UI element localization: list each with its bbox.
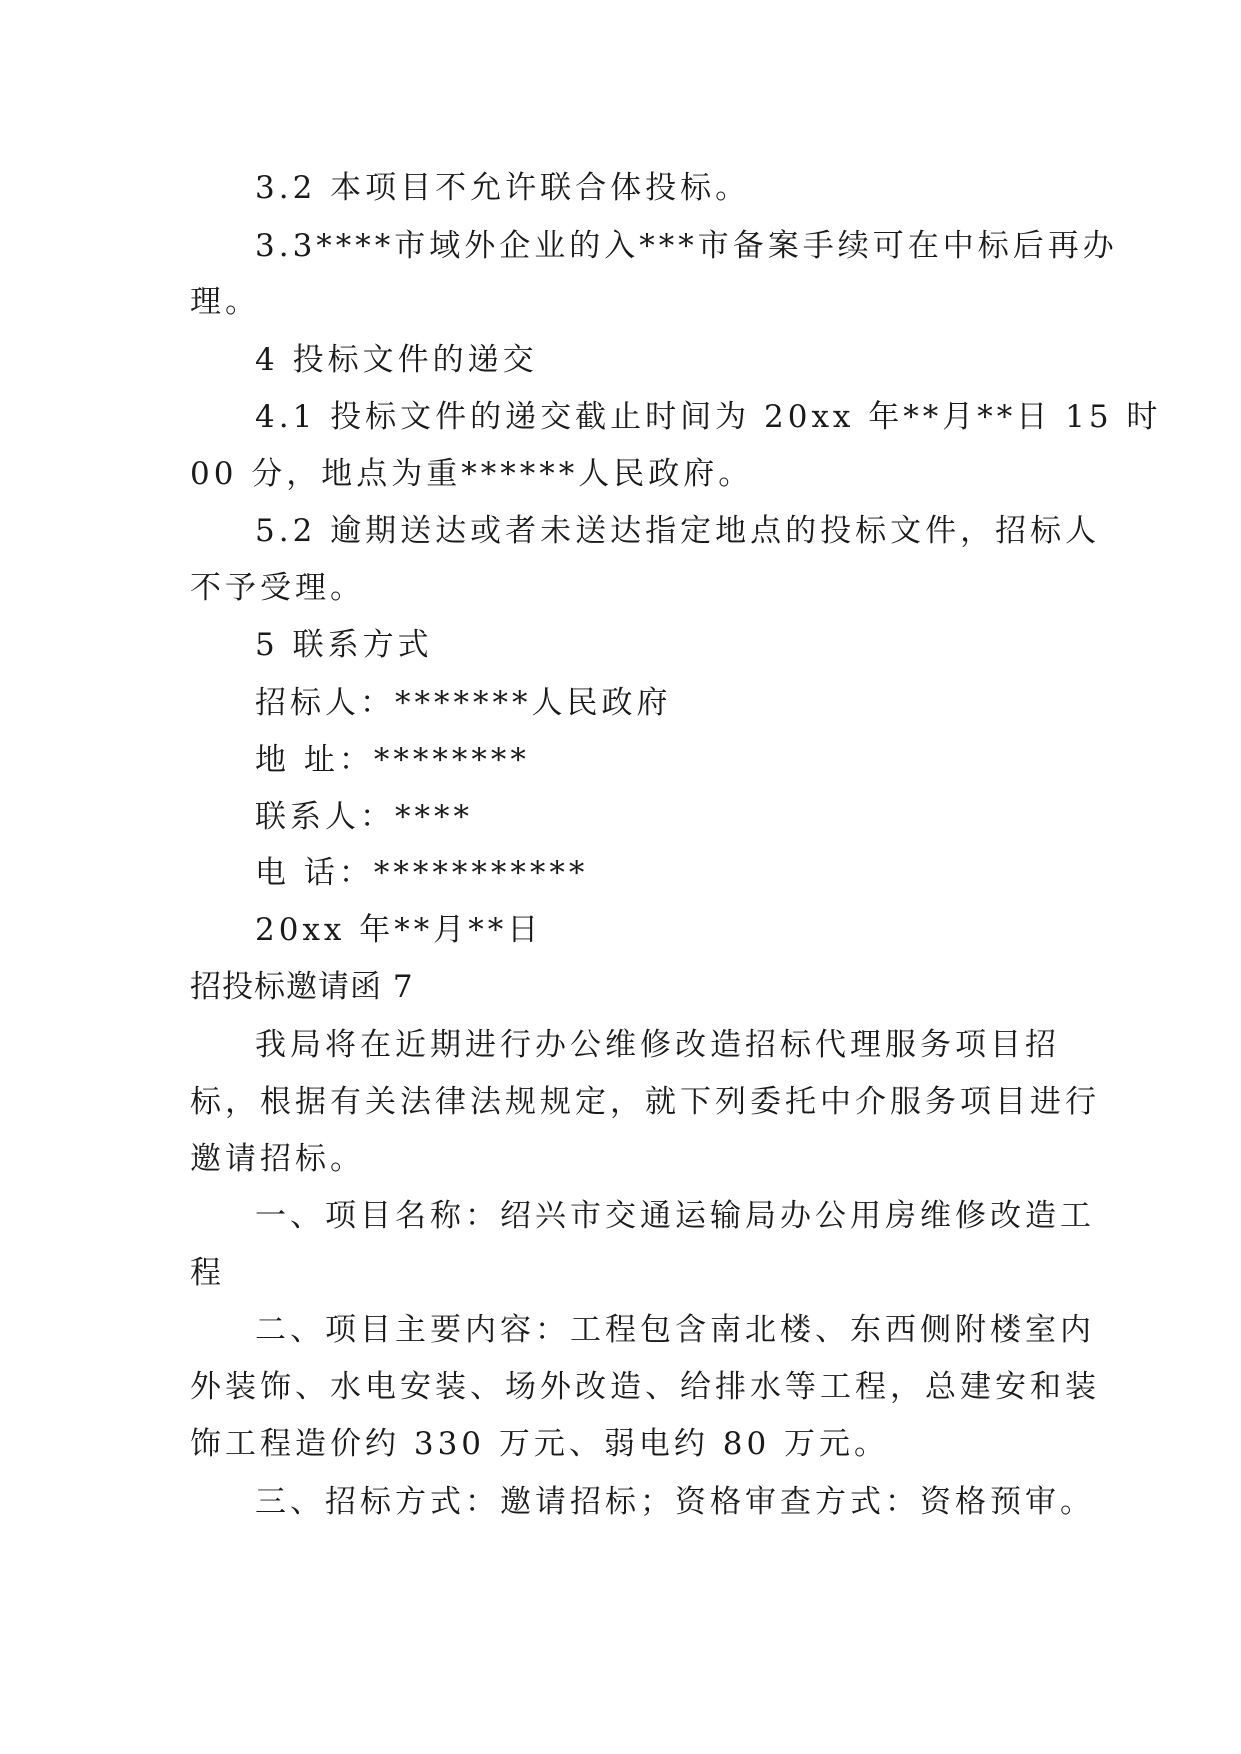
- section-title: 招投标邀请函 7: [190, 969, 414, 1005]
- project-name-line-2: 程: [190, 1255, 225, 1291]
- contact-address: 地 址：********: [255, 742, 530, 778]
- project-content-line-1: 二、项目主要内容：工程包含南北楼、东西侧附楼室内: [255, 1312, 1095, 1348]
- intro-paragraph-line-2: 标，根据有关法律法规规定，就下列委托中介服务项目进行: [190, 1084, 1100, 1120]
- intro-paragraph-line-3: 邀请招标。: [190, 1141, 365, 1177]
- tender-method: 三、招标方式：邀请招标；资格审查方式：资格预审。: [255, 1484, 1095, 1520]
- document-date: 20xx 年**月**日: [255, 912, 543, 948]
- section-5-heading: 5 联系方式: [255, 627, 433, 663]
- clause-5-2-cont: 不予受理。: [190, 570, 365, 606]
- clause-4-1: 4.1 投标文件的递交截止时间为 20xx 年**月**日 15 时: [255, 399, 1162, 435]
- clause-3-2: 3.2 本项目不允许联合体投标。: [255, 170, 751, 206]
- section-4-heading: 4 投标文件的递交: [255, 342, 538, 378]
- clause-5-2: 5.2 逾期送达或者未送达指定地点的投标文件，招标人: [255, 513, 1101, 549]
- project-content-line-2: 外装饰、水电安装、场外改造、给排水等工程，总建安和装: [190, 1369, 1100, 1405]
- intro-paragraph-line-1: 我局将在近期进行办公维修改造招标代理服务项目招: [255, 1027, 1060, 1063]
- project-name-line-1: 一、项目名称：绍兴市交通运输局办公用房维修改造工: [255, 1198, 1095, 1234]
- contact-person: 联系人：****: [255, 799, 473, 835]
- clause-3-3-cont: 理。: [190, 284, 260, 320]
- contact-phone: 电 话：***********: [255, 855, 589, 891]
- contact-tenderer: 招标人：*******人民政府: [255, 685, 672, 721]
- clause-3-3: 3.3****市域外企业的入***市备案手续可在中标后再办: [255, 228, 1118, 264]
- project-content-line-3: 饰工程造价约 330 万元、弱电约 80 万元。: [190, 1426, 890, 1462]
- clause-4-1-cont: 00 分，地点为重******人民政府。: [190, 456, 754, 492]
